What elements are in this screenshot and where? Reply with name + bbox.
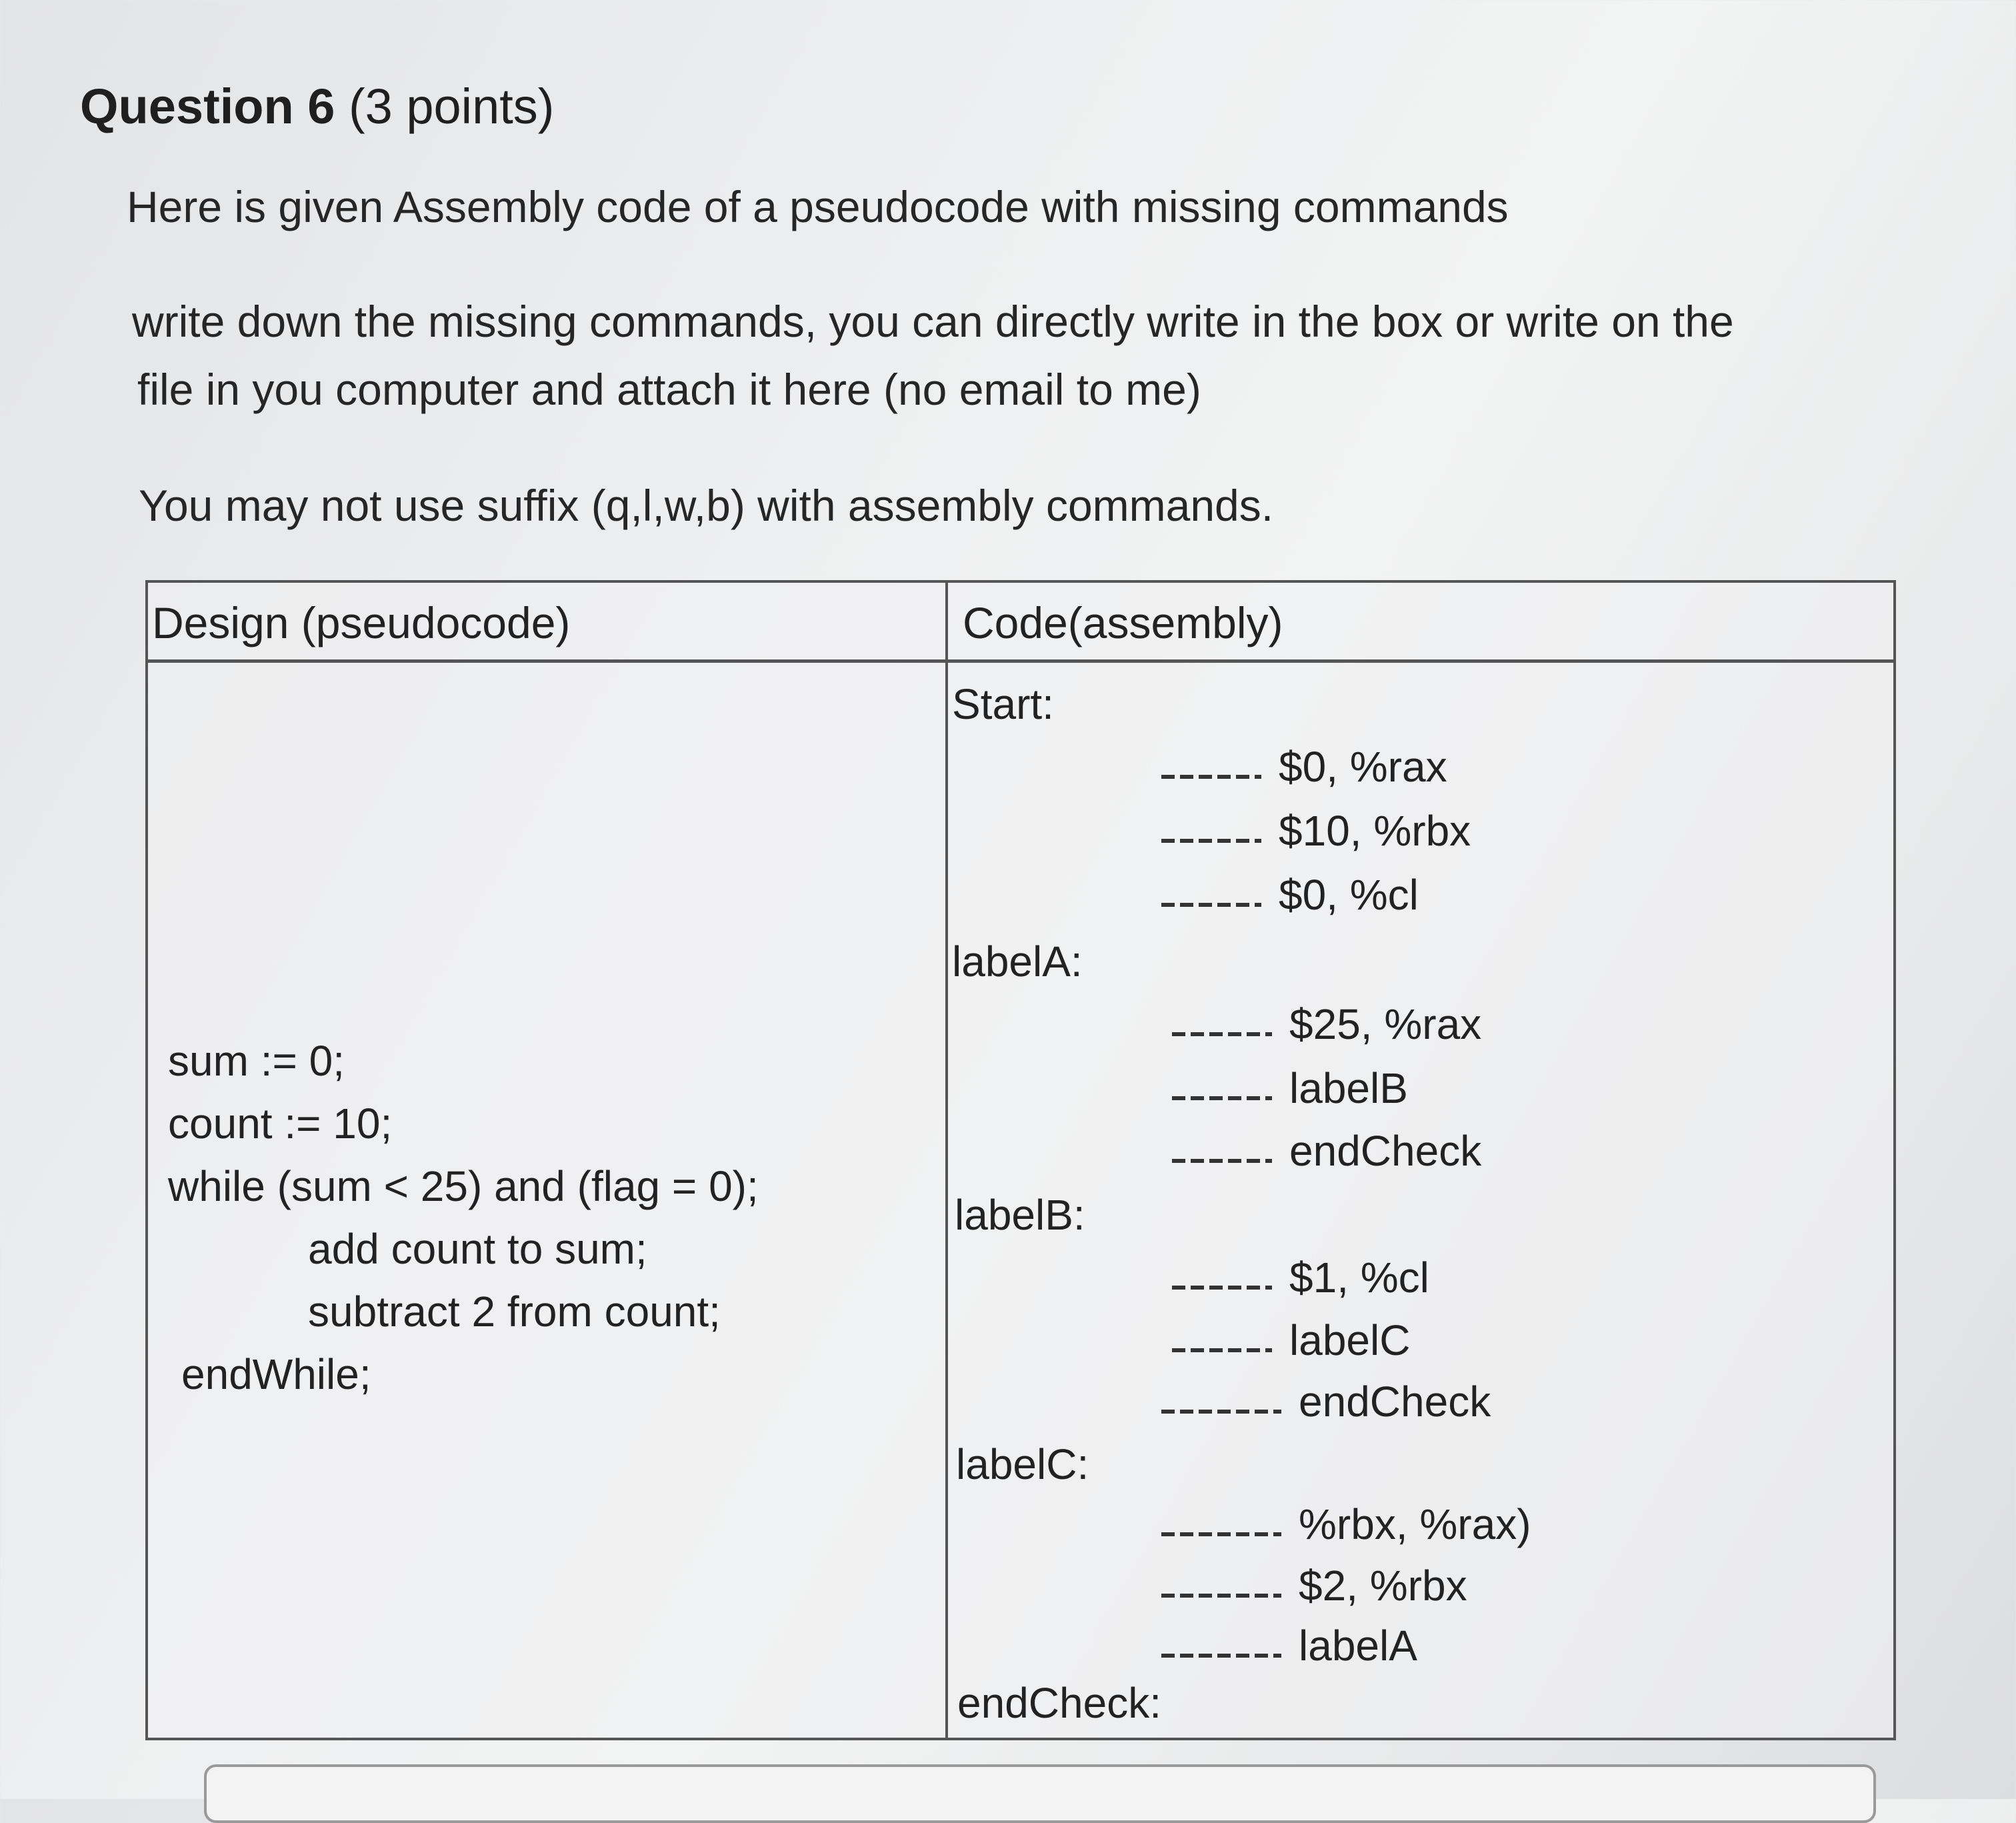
assembly-line — [1161, 1374, 1491, 1430]
answer-textarea[interactable] — [204, 1764, 1876, 1823]
missing-command-blank — [1172, 1096, 1272, 1100]
label-a: labelA: — [952, 938, 1083, 986]
missing-command-blank — [1161, 1594, 1281, 1598]
assembly-block — [148, 583, 1893, 1738]
assembly-operands: labelA — [1299, 1622, 1417, 1670]
assembly-line — [1172, 1123, 1481, 1179]
missing-command-blank — [1161, 903, 1261, 907]
question-prompt-line-3: file in you computer and attach it here (no email to me) — [137, 365, 1201, 414]
missing-command-blank — [1172, 1032, 1272, 1036]
header-design: Design (pseudocode) — [152, 598, 571, 647]
label-start: Start: — [952, 680, 1054, 728]
question-prompt-line-4: You may not use suffix (q,l,w,b) with assembly commands. — [139, 481, 1274, 530]
question-points: (3 points) — [348, 79, 555, 134]
header-code: Code(assembly) — [963, 598, 1283, 647]
assembly-line — [1172, 1250, 1429, 1306]
label-c: labelC: — [956, 1440, 1089, 1488]
question-prompt-line-1: Here is given Assembly code of a pseudocode with missing commands — [127, 182, 1509, 231]
question-title — [80, 75, 554, 139]
pseudocode-line: add count to sum; — [308, 1225, 647, 1273]
pseudocode-line: sum := 0; — [168, 1037, 345, 1085]
missing-command-blank — [1161, 775, 1261, 779]
assembly-operands: endCheck — [1289, 1127, 1482, 1175]
assembly-line — [1161, 1558, 1467, 1614]
assembly-operands: $25, %rax — [1289, 1000, 1482, 1048]
assembly-line — [1161, 739, 1447, 795]
assembly-line — [1172, 1312, 1410, 1368]
assembly-line — [1172, 1060, 1408, 1116]
label-endcheck: endCheck: — [957, 1679, 1161, 1727]
code-table — [145, 580, 1896, 1740]
missing-command-blank — [1161, 1532, 1281, 1536]
missing-command-blank — [1172, 1159, 1272, 1163]
pseudocode-line: count := 10; — [168, 1100, 393, 1148]
assembly-operands: labelC — [1289, 1316, 1411, 1364]
assembly-operands: $10, %rbx — [1279, 807, 1471, 855]
pseudocode-line: while (sum < 25) and (flag = 0); — [168, 1162, 759, 1210]
assembly-line — [1161, 1618, 1417, 1674]
assembly-operands: labelB — [1289, 1064, 1408, 1112]
assembly-operands: endCheck — [1299, 1378, 1491, 1426]
assembly-line — [1172, 996, 1481, 1052]
assembly-operands: $2, %rbx — [1299, 1562, 1467, 1610]
missing-command-blank — [1161, 1410, 1281, 1414]
assembly-line — [1161, 867, 1419, 923]
assembly-line — [1161, 1496, 1531, 1552]
assembly-operands: %rbx, %rax) — [1299, 1500, 1531, 1548]
question-number: Question 6 — [80, 79, 335, 134]
assembly-operands: $1, %cl — [1289, 1254, 1429, 1302]
missing-command-blank — [1161, 839, 1261, 843]
assembly-operands: $0, %rax — [1279, 743, 1447, 791]
label-b: labelB: — [955, 1191, 1085, 1239]
pseudocode-line: endWhile; — [181, 1350, 371, 1398]
assembly-line — [1161, 803, 1471, 859]
pseudocode-line: subtract 2 from count; — [308, 1288, 721, 1336]
missing-command-blank — [1172, 1286, 1272, 1290]
missing-command-blank — [1172, 1348, 1272, 1352]
question-prompt-line-2: write down the missing commands, you can directly write in the box or write on the — [132, 297, 1734, 346]
assembly-operands: $0, %cl — [1279, 871, 1419, 919]
missing-command-blank — [1161, 1654, 1281, 1658]
